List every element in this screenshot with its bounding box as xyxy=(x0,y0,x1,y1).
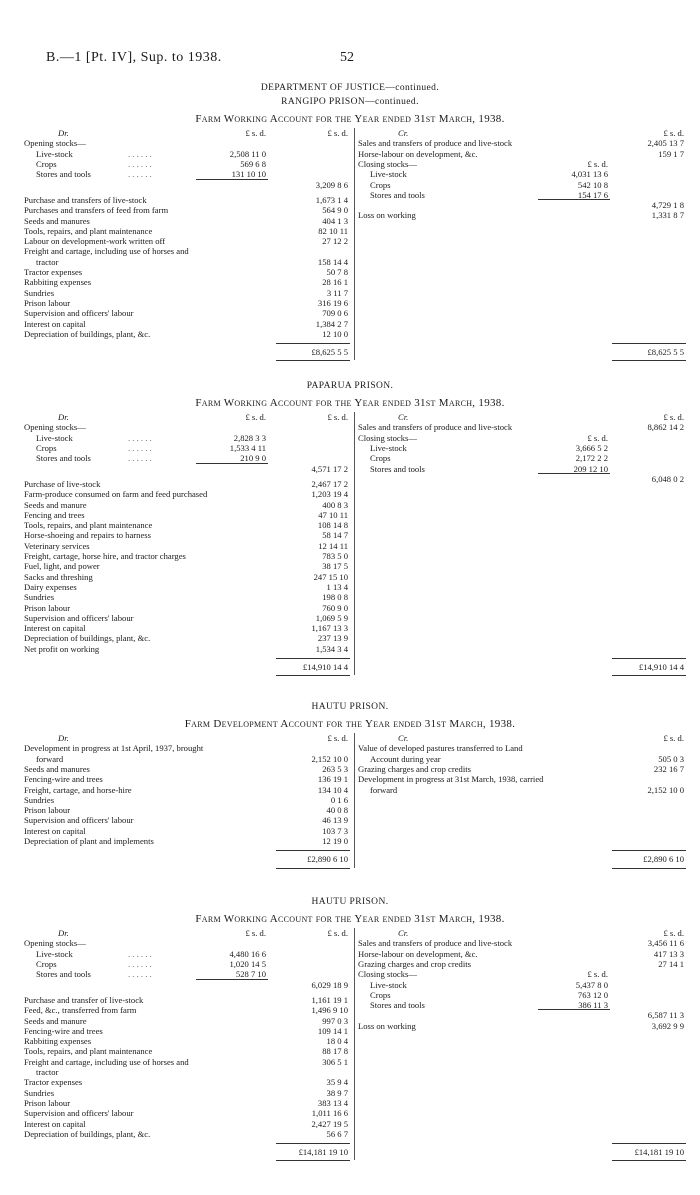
stock-item-label: Live-stock xyxy=(370,442,407,453)
debit-line-amount: 198 0 8 xyxy=(322,592,348,603)
stock-item-amount: 210 9 0 xyxy=(240,453,266,464)
debit-line-amount: 12 19 0 xyxy=(322,836,348,846)
debit-line-amount: 58 14 7 xyxy=(322,530,348,541)
money-heading: £ s. d. xyxy=(327,128,348,138)
debit-line-label: Depreciation of buildings, plant, &c. xyxy=(24,328,151,339)
total-rule xyxy=(276,1143,350,1144)
debit-line-label: Fencing-wire and trees xyxy=(24,774,103,785)
debit-line-amount: 263 5 3 xyxy=(322,763,348,774)
prison-heading: HAUTU PRISON. xyxy=(311,702,389,712)
debit-label: Dr. xyxy=(58,733,69,743)
debit-total: £8,625 5 5 xyxy=(311,347,348,358)
leader-dots: . . . . . . xyxy=(128,169,152,180)
debit-line-amount: 997 0 3 xyxy=(322,1015,348,1026)
debit-line-amount: 1,069 5 9 xyxy=(315,612,348,623)
total-rule xyxy=(612,868,686,869)
money-heading: £ s. d. xyxy=(663,128,684,138)
debit-line-amount: 88 17 8 xyxy=(322,1046,348,1057)
debit-line-label: tractor xyxy=(36,256,59,267)
money-heading: £ s. d. xyxy=(327,733,348,743)
page-number: 52 xyxy=(340,50,354,65)
leader-dots: . . . . . . xyxy=(128,948,152,959)
page-header-reference: B.—1 [Pt. IV], Sup. to 1938. xyxy=(46,50,222,65)
debit-line-amount: 40 0 8 xyxy=(326,805,348,816)
stock-item-amount: 386 11 3 xyxy=(578,1000,608,1011)
debit-line-amount: 404 1 3 xyxy=(322,215,348,226)
credit-total: £8,625 5 5 xyxy=(647,347,684,358)
total-rule xyxy=(276,850,350,851)
total-rule xyxy=(276,343,350,344)
debit-line-label: Sacks and threshing xyxy=(24,571,93,582)
debit-line-amount: 709 0 6 xyxy=(322,308,348,319)
debit-line-label: Depreciation of buildings, plant, &c. xyxy=(24,633,151,644)
debit-line-label: Dairy expenses xyxy=(24,581,77,592)
leader-dots: . . . . . . xyxy=(128,969,152,980)
credit-label: Cr. xyxy=(398,128,409,138)
debit-line-label: Purchases and transfers of feed from farm xyxy=(24,205,169,216)
total-rule xyxy=(612,1160,686,1161)
stock-item-amount: 4,480 16 6 xyxy=(229,948,266,959)
debit-line-label: Seeds and manures xyxy=(24,215,90,226)
debit-line-amount: 35 9 4 xyxy=(326,1077,348,1088)
debit-line-label: Horse-shoeing and repairs to harness xyxy=(24,530,151,541)
debit-line-amount: 12 14 11 xyxy=(318,540,348,551)
debit-line-label: Purchase and transfers of live-stock xyxy=(24,194,147,205)
loss-on-working-label: Loss on working xyxy=(358,1020,416,1031)
credit-total: £14,181 19 10 xyxy=(634,1147,684,1158)
credit-line-label: Horse-labour on development, &c. xyxy=(358,948,478,959)
loss-on-working-label: Loss on working xyxy=(358,210,416,221)
debit-line-label: Freight, cartage, horse hire, and tractor charges xyxy=(24,551,186,562)
total-rule xyxy=(612,360,686,361)
leader-dots: . . . . . . xyxy=(128,958,152,969)
debit-line-amount: 158 14 4 xyxy=(317,256,348,267)
column-divider xyxy=(354,128,355,360)
stock-item-amount: 154 17 6 xyxy=(577,189,608,200)
debit-line-amount: 783 5 0 xyxy=(322,551,348,562)
debit-line-amount: 306 5 1 xyxy=(322,1056,348,1067)
closing-stocks-total: 6,587 11 3 xyxy=(647,1010,684,1021)
debit-line-label: Tools, repairs, and plant maintenance xyxy=(24,1046,153,1057)
total-rule xyxy=(276,360,350,361)
debit-line-label: Fencing and trees xyxy=(24,509,85,520)
debit-line-label: Sundries xyxy=(24,592,55,603)
debit-line-amount: 1 13 4 xyxy=(326,581,348,592)
debit-label: Dr. xyxy=(58,412,69,422)
debit-line-label: Tools, repairs, and plant maintenance xyxy=(24,225,153,236)
money-heading: £ s. d. xyxy=(587,969,608,980)
debit-line-amount: 18 0 4 xyxy=(326,1036,348,1047)
account-title: Farm Working Account for the Year ended 31st March, 1938. xyxy=(195,397,505,409)
debit-line-label: Sundries xyxy=(24,1087,55,1098)
stock-item-amount: 1,533 4 11 xyxy=(229,442,266,453)
opening-stocks-label: Opening stocks— xyxy=(24,138,86,149)
credit-line-label: Sales and transfers of produce and live-stock xyxy=(358,422,513,433)
money-heading: £ s. d. xyxy=(587,432,608,443)
credit-line-amount: 2,405 13 7 xyxy=(647,138,684,149)
opening-stocks-total: 6,029 18 9 xyxy=(311,979,348,990)
stock-item-amount: 4,031 13 6 xyxy=(571,169,608,180)
money-heading: £ s. d. xyxy=(327,412,348,422)
stock-item-label: Live-stock xyxy=(370,169,407,180)
stock-item-label: Crops xyxy=(370,179,391,190)
stock-item-label: Live-stock xyxy=(36,148,73,159)
money-heading: £ s. d. xyxy=(327,928,348,938)
account-title: Farm Development Account for the Year ended 31st March, 1938. xyxy=(184,718,516,730)
credit-label: Cr. xyxy=(398,928,409,938)
credit-line-amount: 2,152 10 0 xyxy=(647,784,684,795)
subtotal-rule xyxy=(538,1009,610,1010)
debit-line-label: Freight and cartage, including use of horses and xyxy=(24,246,189,257)
money-heading: £ s. d. xyxy=(587,158,608,169)
debit-line-amount: 46 13 9 xyxy=(322,815,348,826)
debit-line-amount: 27 12 2 xyxy=(322,236,348,247)
debit-line-label: Freight and cartage, including use of horses and xyxy=(24,1056,189,1067)
credit-line-label: Horse-labour on development, &c. xyxy=(358,148,478,159)
closing-stocks-total: 4,729 1 8 xyxy=(651,200,684,211)
credit-line-label: Value of developed pastures transferred to Land xyxy=(358,743,523,754)
stock-item-label: Crops xyxy=(36,158,57,169)
money-heading: £ s. d. xyxy=(663,733,684,743)
debit-line-amount: 1,496 9 10 xyxy=(311,1005,348,1016)
credit-line-label: Grazing charges and crop credits xyxy=(358,763,471,774)
credit-line-amount: 232 16 7 xyxy=(653,763,684,774)
column-divider xyxy=(354,733,355,868)
debit-line-label: Supervision and officers' labour xyxy=(24,308,134,319)
stock-item-amount: 1,020 14 5 xyxy=(229,958,266,969)
leader-dots: . . . . . . xyxy=(128,432,152,443)
credit-line-label: Sales and transfers of produce and live-stock xyxy=(358,938,513,949)
debit-line-label: Supervision and officers' labour xyxy=(24,815,134,826)
debit-line-label: Labour on development-work written off xyxy=(24,236,166,247)
debit-line-label: Seeds and manure xyxy=(24,499,87,510)
debit-line-amount: 50 7 8 xyxy=(326,267,348,278)
debit-line-amount: 3 11 7 xyxy=(326,287,348,298)
opening-stocks-label: Opening stocks— xyxy=(24,938,86,949)
subtotal-rule xyxy=(538,199,610,200)
stock-item-amount: 3,666 5 2 xyxy=(575,442,608,453)
debit-line-label: Supervision and officers' labour xyxy=(24,1108,134,1119)
stock-item-amount: 542 10 8 xyxy=(577,179,608,190)
stock-item-amount: 569 6 8 xyxy=(240,158,266,169)
debit-line-label: Tractor expenses xyxy=(24,1077,83,1088)
debit-line-label: Tools, repairs, and plant maintenance xyxy=(24,520,153,531)
debit-line-label: Prison labour xyxy=(24,805,71,816)
loss-on-working-amount: 1,331 8 7 xyxy=(651,210,684,221)
debit-line-amount: 383 13 4 xyxy=(317,1097,348,1108)
money-heading: £ s. d. xyxy=(245,928,266,938)
stock-item-label: Stores and tools xyxy=(370,463,425,474)
total-rule xyxy=(612,1143,686,1144)
subtotal-rule xyxy=(538,473,610,474)
money-heading: £ s. d. xyxy=(663,928,684,938)
debit-line-amount: 1,167 13 3 xyxy=(311,623,348,634)
debit-line-amount: 1,673 1 4 xyxy=(315,194,348,205)
debit-line-label: Farm-produce consumed on farm and feed purchased xyxy=(24,489,208,500)
closing-stocks-label: Closing stocks— xyxy=(358,969,417,980)
subtotal-rule xyxy=(196,179,268,180)
debit-line-amount: 564 9 0 xyxy=(322,205,348,216)
leader-dots: . . . . . . xyxy=(128,453,152,464)
opening-stocks-label: Opening stocks— xyxy=(24,422,86,433)
credit-line-amount: 8,862 14 2 xyxy=(647,422,684,433)
debit-total: £14,181 19 10 xyxy=(298,1147,348,1158)
debit-line-label: Fuel, light, and power xyxy=(24,561,100,572)
leader-dots: . . . . . . xyxy=(128,158,152,169)
prison-heading: PAPARUA PRISON. xyxy=(306,381,394,391)
debit-line-label: Prison labour xyxy=(24,1097,71,1108)
debit-line-amount: 109 14 1 xyxy=(317,1025,348,1036)
stock-item-label: Crops xyxy=(370,453,391,464)
prison-heading: HAUTU PRISON. xyxy=(311,897,389,907)
stock-item-amount: 209 12 10 xyxy=(573,463,608,474)
credit-line-amount: 505 0 3 xyxy=(658,753,684,764)
credit-line-amount: 3,456 11 6 xyxy=(647,938,684,949)
stock-item-label: Crops xyxy=(36,958,57,969)
stock-item-amount: 763 12 0 xyxy=(577,989,608,1000)
total-rule xyxy=(276,1160,350,1161)
credit-total: £14,910 14 4 xyxy=(638,662,684,673)
stock-item-label: Stores and tools xyxy=(370,1000,425,1011)
debit-line-label: Seeds and manures xyxy=(24,763,90,774)
debit-line-label: Feed, &c., transferred from farm xyxy=(24,1005,137,1016)
debit-line-label: Depreciation of plant and implements xyxy=(24,836,154,846)
stock-item-label: Live-stock xyxy=(36,948,73,959)
prison-heading: RANGIPO PRISON—continued. xyxy=(281,97,419,107)
debit-line-amount: 56 6 7 xyxy=(326,1128,348,1139)
debit-line-amount: 1,534 3 4 xyxy=(315,643,348,654)
debit-line-amount: 2,467 17 2 xyxy=(311,478,348,489)
debit-line-amount: 12 10 0 xyxy=(322,328,348,339)
stock-item-label: Stores and tools xyxy=(36,169,91,180)
money-heading: £ s. d. xyxy=(245,412,266,422)
debit-line-amount: 108 14 8 xyxy=(317,520,348,531)
debit-line-amount: 1,011 16 6 xyxy=(311,1108,348,1119)
debit-line-label: Net profit on working xyxy=(24,643,100,654)
debit-line-amount: 38 17 5 xyxy=(322,561,348,572)
total-rule xyxy=(612,343,686,344)
opening-stocks-total: 4,571 17 2 xyxy=(311,463,348,474)
loss-on-working-amount: 3,692 9 9 xyxy=(651,1020,684,1031)
stock-item-amount: 2,508 11 0 xyxy=(229,148,266,159)
closing-stocks-label: Closing stocks— xyxy=(358,158,417,169)
debit-line-label: Interest on capital xyxy=(24,318,86,329)
money-heading: £ s. d. xyxy=(663,412,684,422)
stock-item-label: Stores and tools xyxy=(36,969,91,980)
stock-item-label: Crops xyxy=(36,442,57,453)
debit-line-amount: 103 7 3 xyxy=(322,825,348,836)
debit-line-label: Interest on capital xyxy=(24,623,86,634)
credit-line-label: Grazing charges and crop credits xyxy=(358,958,471,969)
debit-label: Dr. xyxy=(58,128,69,138)
stock-item-label: Live-stock xyxy=(36,432,73,443)
stock-item-label: Live-stock xyxy=(370,979,407,990)
debit-label: Dr. xyxy=(58,928,69,938)
debit-line-amount: 400 8 3 xyxy=(322,499,348,510)
debit-line-amount: 47 10 11 xyxy=(318,509,348,520)
debit-line-amount: 760 9 0 xyxy=(322,602,348,613)
total-rule xyxy=(612,658,686,659)
debit-line-label: forward xyxy=(36,753,64,764)
account-title: Farm Working Account for the Year ended 31st March, 1938. xyxy=(195,913,505,925)
debit-line-label: Seeds and manure xyxy=(24,1015,87,1026)
stock-item-label: Stores and tools xyxy=(370,189,425,200)
debit-line-label: Tractor expenses xyxy=(24,267,83,278)
subtotal-rule xyxy=(196,979,268,980)
debit-line-amount: 134 10 4 xyxy=(317,784,348,795)
debit-line-amount: 2,152 10 0 xyxy=(311,753,348,764)
credit-label: Cr. xyxy=(398,733,409,743)
subtotal-rule xyxy=(196,463,268,464)
department-heading: DEPARTMENT OF JUSTICE—continued. xyxy=(260,83,440,93)
total-rule xyxy=(612,850,686,851)
total-rule xyxy=(276,868,350,869)
debit-line-amount: 136 19 1 xyxy=(317,774,348,785)
stock-item-label: Crops xyxy=(370,989,391,1000)
debit-line-amount: 2,427 19 5 xyxy=(311,1118,348,1129)
debit-line-amount: 316 19 6 xyxy=(317,297,348,308)
debit-line-label: Veterinary services xyxy=(24,540,90,551)
leader-dots: . . . . . . xyxy=(128,148,152,159)
closing-stocks-label: Closing stocks— xyxy=(358,432,417,443)
stock-item-amount: 2,828 3 3 xyxy=(233,432,266,443)
credit-line-amount: 27 14 1 xyxy=(658,958,684,969)
total-rule xyxy=(276,675,350,676)
column-divider xyxy=(354,412,355,675)
credit-line-amount: 417 13 3 xyxy=(653,948,684,959)
debit-line-amount: 1,161 19 1 xyxy=(311,994,348,1005)
debit-line-amount: 1,203 19 4 xyxy=(311,489,348,500)
debit-line-label: Rabbiting expenses xyxy=(24,277,92,288)
debit-line-label: tractor xyxy=(36,1067,59,1078)
debit-line-label: Freight, cartage, and horse-hire xyxy=(24,784,132,795)
debit-line-label: Sundries xyxy=(24,287,55,298)
stock-item-label: Stores and tools xyxy=(36,453,91,464)
debit-total: £14,910 14 4 xyxy=(302,662,348,673)
money-heading: £ s. d. xyxy=(245,128,266,138)
opening-stocks-total: 3,209 8 6 xyxy=(315,179,348,190)
debit-line-amount: 28 16 1 xyxy=(322,277,348,288)
debit-line-label: Interest on capital xyxy=(24,1118,86,1129)
debit-line-amount: 82 10 11 xyxy=(318,225,348,236)
debit-line-amount: 247 15 10 xyxy=(313,571,348,582)
debit-line-label: Fencing-wire and trees xyxy=(24,1025,103,1036)
debit-total: £2,890 6 10 xyxy=(307,854,348,865)
debit-line-amount: 0 1 6 xyxy=(330,794,348,805)
debit-line-label: Interest on capital xyxy=(24,825,86,836)
debit-line-amount: 1,384 2 7 xyxy=(315,318,348,329)
debit-line-label: Rabbiting expenses xyxy=(24,1036,92,1047)
credit-label: Cr. xyxy=(398,412,409,422)
credit-line-label: Account during year xyxy=(370,753,441,764)
account-title: Farm Working Account for the Year ended 31st March, 1938. xyxy=(195,113,505,125)
total-rule xyxy=(612,675,686,676)
debit-line-label: Supervision and officers' labour xyxy=(24,612,134,623)
credit-line-label: forward xyxy=(370,784,398,795)
total-rule xyxy=(276,658,350,659)
leader-dots: . . . . . . xyxy=(128,442,152,453)
stock-item-amount: 131 10 10 xyxy=(231,169,266,180)
debit-line-label: Prison labour xyxy=(24,297,71,308)
debit-line-amount: 38 9 7 xyxy=(326,1087,348,1098)
credit-line-label: Sales and transfers of produce and live-stock xyxy=(358,138,513,149)
credit-line-label: Development in progress at 31st March, 1938, carried xyxy=(358,774,544,785)
credit-line-amount: 159 1 7 xyxy=(658,148,684,159)
debit-line-label: Purchase of live-stock xyxy=(24,478,101,489)
debit-line-amount: 237 13 9 xyxy=(317,633,348,644)
debit-line-label: Sundries xyxy=(24,794,55,805)
stock-item-amount: 2,172 2 2 xyxy=(575,453,608,464)
stock-item-amount: 528 7 10 xyxy=(235,969,266,980)
column-divider xyxy=(354,928,355,1160)
credit-total: £2,890 6 10 xyxy=(643,854,684,865)
debit-line-label: Prison labour xyxy=(24,602,71,613)
debit-line-label: Depreciation of buildings, plant, &c. xyxy=(24,1128,151,1139)
stock-item-amount: 5,437 8 0 xyxy=(575,979,608,990)
debit-line-label: Development in progress at 1st April, 1937, brought xyxy=(24,743,204,754)
debit-line-label: Purchase and transfer of live-stock xyxy=(24,994,144,1005)
closing-stocks-total: 6,048 0 2 xyxy=(651,473,684,484)
